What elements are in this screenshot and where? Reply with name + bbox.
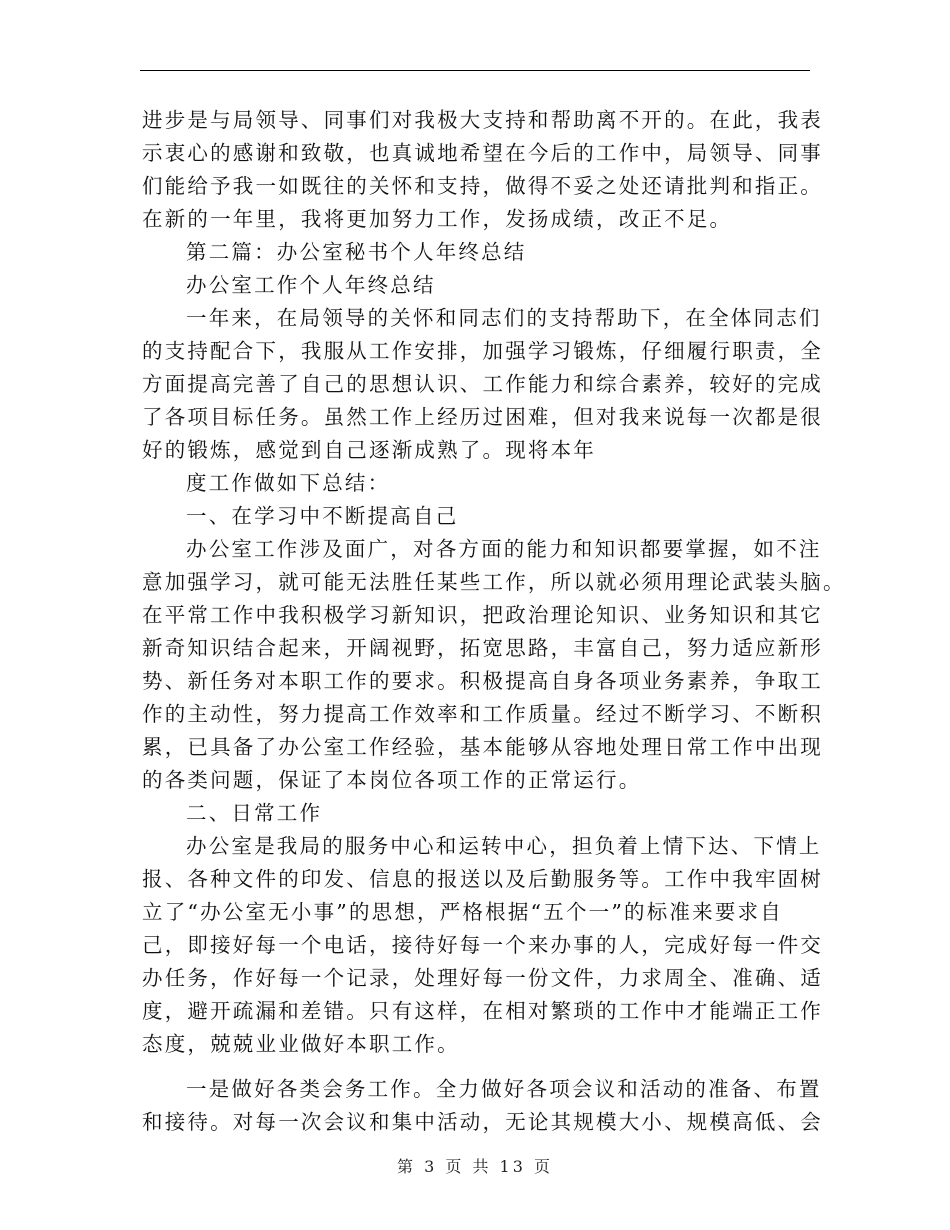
body-line: 度工作做如下总结： xyxy=(186,471,391,495)
paragraph-gap xyxy=(142,1061,808,1073)
body-line: 办公室工作涉及面广，对各方面的能力和知识都要掌握，如不注 xyxy=(186,537,822,561)
body-line: 的支持配合下，我服从工作安排，加强学习锻炼，仔细履行职责，全 xyxy=(142,339,823,363)
section-heading: 二、日常工作 xyxy=(186,801,323,825)
header-rule xyxy=(140,70,810,71)
body-line: 一年来，在局领导的关怀和同志们的支持帮助下，在全体同志们 xyxy=(186,306,822,330)
body-line: 办公室是我局的服务中心和运转中心，担负着上情下达、下情上 xyxy=(186,834,822,858)
document-title: 办公室工作个人年终总结 xyxy=(186,273,436,297)
body-line: 报、各种文件的印发、信息的报送以及后勤服务等。工作中我牢固树 xyxy=(142,867,823,891)
body-line: 新奇知识结合起来，开阔视野，拓宽思路，丰富自己，努力适应新形 xyxy=(142,636,823,660)
body-line: 作的主动性，努力提高工作效率和工作质量。经过不断学习、不断积 xyxy=(142,702,823,726)
body-line: 在平常工作中我积极学习新知识，把政治理论知识、业务知识和其它 xyxy=(142,603,823,627)
body-line: 和接待。对每一次会议和集中活动，无论其规模大小、规模高低、会 xyxy=(142,1110,823,1134)
body-line: 办任务，作好每一个记录，处理好每一份文件，力求周全、准确、适 xyxy=(142,966,823,990)
body-line: 的各类问题，保证了本岗位各项工作的正常运行。 xyxy=(142,768,642,792)
body-line: 了各项目标任务。虽然工作上经历过困难，但对我来说每一次都是很 xyxy=(142,405,823,429)
body-line: 进步是与局领导、同事们对我极大支持和帮助离不开的。在此，我表 xyxy=(142,108,823,132)
body-line: 态度，兢兢业业做好本职工作。 xyxy=(142,1032,460,1056)
body-line: 势、新任务对本职工作的要求。积极提高自身各项业务素养，争取工 xyxy=(142,669,823,693)
body-line: 们能给予我一如既往的关怀和支持，做得不妥之处还请批判和指正。 xyxy=(142,174,823,198)
document-body xyxy=(142,104,846,1139)
body-line: 好的锻炼，感觉到自己逐渐成熟了。现将本年 xyxy=(142,438,596,462)
body-line: 度，避开疏漏和差错。只有这样，在相对繁琐的工作中才能端正工作 xyxy=(142,999,823,1023)
body-line: 累，已具备了办公室工作经验，基本能够从容地处理日常工作中出现 xyxy=(142,735,823,759)
section-heading: 一、在学习中不断提高自己 xyxy=(186,504,459,528)
page-number-footer: 第 3 页 共 13 页 xyxy=(397,1157,553,1176)
body-line: 示衷心的感谢和致敬，也真诚地希望在今后的工作中，局领导、同事 xyxy=(142,141,823,165)
body-line: 方面提高完善了自己的思想认识、工作能力和综合素养，较好的完成 xyxy=(142,372,823,396)
body-line: 一是做好各类会务工作。全力做好各项会议和活动的准备、布置 xyxy=(186,1077,822,1101)
body-line: 己，即接好每一个电话，接待好每一个来办事的人，完成好每一件交 xyxy=(142,933,823,957)
body-line: 立了“办公室无小事”的思想，严格根据“五个一”的标准来要求自 xyxy=(142,900,783,924)
body-line: 在新的一年里，我将更加努力工作，发扬成绩，改正不足。 xyxy=(142,207,733,231)
section-title: 第二篇：办公室秘书个人年终总结 xyxy=(186,240,527,264)
body-line: 意加强学习，就可能无法胜任某些工作，所以就必须用理论武装头脑。 xyxy=(142,570,846,594)
